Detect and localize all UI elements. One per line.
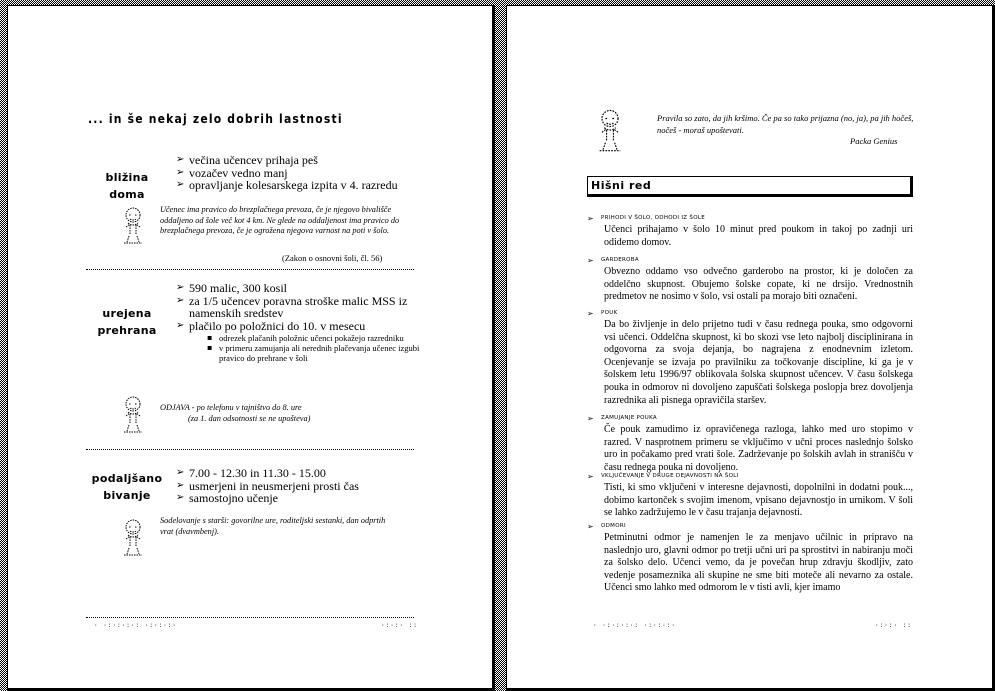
dotted-divider (86, 449, 414, 450)
sub-list-item: ▪ odrezek plačanih položnic učenci pokažejo razredniku (207, 333, 422, 343)
note-line: (za 1. dan odsotnosti se ne upošteva) (188, 413, 311, 423)
bullet-list (176, 281, 420, 363)
rule-body: Učenci prihajamo v šolo 10 minut pred poukom in takoj po zadnji uri odidemo domov. (604, 224, 913, 248)
footer-page-marks: ·:·:· :: (381, 622, 418, 629)
rule-item (587, 256, 913, 304)
rule-item (587, 309, 913, 407)
note-text (160, 403, 415, 424)
rule-item (587, 414, 913, 474)
section-label (86, 169, 168, 203)
note-source: (Zakon o osnovni šoli, čl. 56) (282, 253, 383, 263)
cartoon-boy-mascot-icon (120, 205, 146, 245)
rule-body: Petminutni odmor je namenjen le za menjavo učilnic in pripravo na naslednjo uro, glavni odmor po tretji učni uri pa sprostitvi in nabiranju moči za šolsko delo. Učenci vemo, da je povečan hrup zdravju škodljiv, zato vedenje posameznika ali skupine ne sme biti moteče ali nevarno za ostale. Učenci smo lahko med odmorom le v tisti avli, kjer imamo (604, 532, 913, 594)
section-label (86, 305, 168, 339)
rule-title: ➢ GARDEROBA (587, 256, 913, 265)
note-text: Učenec ima pravico do brezplačnega prevoza, če je njegovo bivališče oddaljeno od šole več kot 4 km. Ne glede na oddaljenost ima pravico do brezplačnega prevoza, če je ogrožena njegova varnost na poti v šolo. (160, 205, 400, 235)
list-item (176, 318, 420, 364)
label-line: bivanje (103, 489, 151, 502)
rule-title: ➢ ODMORI (587, 522, 913, 531)
quote-text: Pravila so zato, da jih kršimo. Če pa so tako prijazna (no, ja), pa jih hočeš, nočeš - moraš upoštevati. (657, 113, 914, 135)
rule-title: ➢ ZAMUJANJE POUKA (587, 414, 913, 423)
list-item: ➢ vozačev vedno manj (176, 167, 398, 180)
section-label (86, 470, 168, 504)
list-item: ➢ 590 malic, 300 kosil (176, 282, 411, 295)
list-item: ➢ samostojno učenje (176, 492, 359, 505)
dotted-divider (86, 269, 414, 270)
bullet-list (176, 154, 398, 192)
rule-body: Če pouk zamudimo iz opravičenega razloga, lahko med uro stopimo v razred. V nasprotnem primeru se vključimo v učni proces naslednjo šolsko uro in počakamo pred vrati šole. Zadrževanje po šolskih avlah in stranišču v času rednega pouka ni dovoljeno. (604, 424, 913, 473)
sub-list-item: ▪ v primeru zamujanja ali nerednih plačevanja učenec izgubi pravico do prehrane v šoli (207, 343, 422, 363)
cartoon-boy-mascot-icon (120, 517, 146, 557)
note-text: Sodelovanje s starši: govorilne ure, roditeljski sestanki, dan odprtih vrat (dvavmbenj). (160, 516, 386, 536)
label-line: podaljšano (91, 472, 163, 485)
rule-item (587, 472, 913, 520)
list-item: ➢ opravljanje kolesarskega izpita v 4. razredu (176, 179, 398, 192)
rule-body: Tisti, ki smo vključeni v interesne dejavnosti, dopolnilni in dodatni pouk..., dobimo kartonček s svojim imenom, vpisano dejavnostjo in urnikom. V šoli se lahko zadržujemo le v času trajanja dejavnosti. (604, 482, 913, 519)
section-title: ... in še nekaj zelo dobrih lastnosti (88, 112, 343, 126)
rule-item (587, 522, 913, 595)
label-line: urejena (102, 307, 152, 320)
footer-left-marks: · ·:·:·:·: ·:·:·:· (593, 622, 677, 629)
rule-body: Da bo življenje in delo prijetno tudi v času rednega pouka, smo odgovorni vsi učenci. Oddelčna skupnost, ki bo skozi vse leto najbolj disciplinirana in odgovorna za svoja dejanja, bo nagrajena z enodnevnim izletom. Ocenjevanje se izvaja po pravilniku za točkovanje discipline, ki ga je v šolskem letu 1996/97 oblikovala šolska skupnost učencev. V času šolskega pouka in odmorov ni dovoljeno zapuščati šolskega poslopja brez dovoljenja razrednika ali pisnega opravičila staršev. (604, 319, 913, 406)
label-line: prehrana (97, 324, 157, 337)
list-item-text: plačilo po položnici do 10. v mesecu (189, 318, 366, 333)
list-item: ➢ za 1/5 učencev poravna stroške malic MSS iz namenskih sredstev (176, 295, 411, 320)
cartoon-boy-mascot-icon (120, 394, 146, 434)
rule-title: ➢ PRIHODI V ŠOLO, ODHODI IZ ŠOLE (587, 214, 913, 223)
section-heading: Hišni red (587, 176, 913, 197)
footer-page-marks: ·:·:· :: (875, 622, 912, 629)
rule-title: ➢ POUK (587, 309, 913, 318)
sub-bullet-list (207, 333, 422, 363)
note-line: ODJAVA - po telefonu v tajništvo do 8. ure (160, 403, 302, 412)
footer-divider (86, 617, 414, 618)
rule-body: Obvezno oddamo vso odvečno garderobo na prostor, ki je določen za oddelčno skupnost. Obujemo šolske copate, ki ne drsijo. Vrednostnih predmetov ne nosimo v šolo, vsi ostali pa morajo biti označeni. (604, 266, 913, 303)
bullet-list (176, 467, 359, 505)
list-item: ➢ večina učencev prihaja peš (176, 154, 398, 167)
cartoon-boy-mascot-icon (595, 107, 625, 153)
list-item: ➢ usmerjeni in neusmerjeni prosti čas (176, 480, 359, 493)
list-item: ➢ 7.00 - 12.30 in 11.30 - 15.00 (176, 467, 359, 480)
right-page (506, 5, 995, 691)
quote-author: Packa Genius (850, 136, 898, 146)
rule-item (587, 214, 913, 249)
left-page (7, 5, 495, 691)
rule-title: ➢ VKLJUČEVANJE V DRUGE DEJAVNOSTI NA ŠOLI (587, 472, 913, 481)
label-line: bližina doma (105, 171, 149, 201)
footer-left-marks: · ·:·:·:·: ·:·:·:· (94, 622, 178, 629)
